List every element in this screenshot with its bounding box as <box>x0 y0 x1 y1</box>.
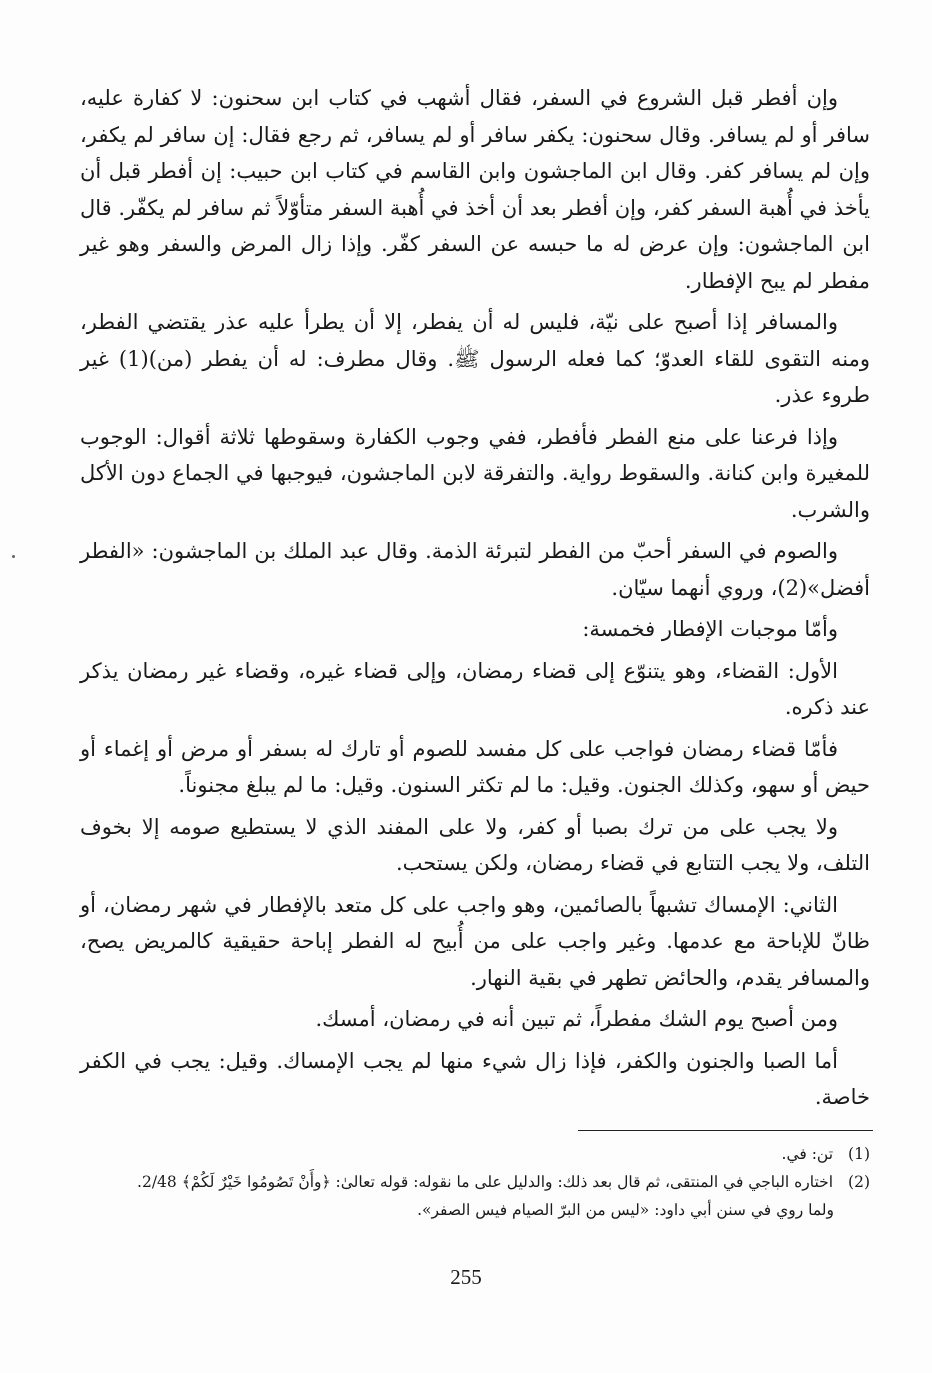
footnote-1-text: تن: في. <box>781 1145 834 1163</box>
paragraph-9: الثاني: الإمساك تشبهاً بالصائمين، وهو واجب على كل متعد بالإفطار في شهر رمضان، أو ظانّ للإباحة مع عدمها. وغير واجب على من أُبيح له الفطر إباحة حقيقية كالمريض يصح، والمسافر يقدم، والحائض تطهر في بقية النهار. <box>80 892 870 990</box>
footnote-1-number: (1) <box>848 1145 870 1163</box>
paragraph-2: والمسافر إذا أصبح على نيّة، فليس له أن يفطر، إلا أن يطرأ عليه عذر يقتضي الفطر، ومنه التقوى للقاء العدوّ؛ كما فعله الرسول ﷺ. وقال مطرف: له أن يفطر (من)(1) غير طروء عذر. <box>80 310 870 407</box>
paragraph-10: ومن أصبح يوم الشك مفطراً، ثم تبين أنه في رمضان، أمسك. <box>315 1007 838 1031</box>
footnote-2-number: (2) <box>848 1173 870 1191</box>
paragraph-7: فأمّا قضاء رمضان فواجب على كل مفسد للصوم أو تارك له بسفر أو مرض أو إغماء أو حيض أو سهو، وكذلك الجنون. وقيل: ما لم تكثر السنون. وقيل: ما لم يبلغ مجنوناً. <box>80 736 870 797</box>
margin-mark <box>12 555 15 558</box>
paragraph-6: الأول: القضاء، وهو يتنوّع إلى قضاء رمضان، وإلى قضاء غيره، وقضاء غير رمضان يذكر عند ذكره. <box>80 658 870 719</box>
footnote-2-continuation: ولما روي في سنن أبي داود: «ليس من البرّ الصيام فيس الصفر». <box>417 1201 834 1219</box>
paragraph-8: ولا يجب على من ترك بصبا أو كفر، ولا على المفند الذي لا يستطيع صومه إلا بخوف التلف، ولا يجب التتابع في قضاء رمضان، ولكن يستحب. <box>80 814 870 875</box>
footnote-separator <box>578 1130 873 1131</box>
page-number: 255 <box>450 1265 482 1289</box>
paragraph-5: وأمّا موجبات الإفطار فخمسة: <box>582 617 838 641</box>
footnote-1 <box>80 1140 870 1168</box>
paragraph-1: وإن أفطر قبل الشروع في السفر، فقال أشهب في كتاب ابن سحنون: لا كفارة عليه، سافر أو لم يسافر. وقال سحنون: يكفر سافر أو لم يسافر، ثم رجع فقال: إن سافر لم يكفر، وإن لم يسافر كفر. وقال ابن الماجشون وابن القاسم في كتاب ابن حبيب: إن أفطر قبل أن يأخذ في أُهبة السفر كفر، وإن أفطر بعد أن أخذ في أُهبة السفر متأوّلاً ثم سافر لم يكفّر. قال ابن الماجشون: وإن عرض له ما حبسه عن السفر كفّر. وإذا زال المرض والسفر وهو غير مفطر لم يبح الإفطار. <box>80 86 870 293</box>
footnotes <box>80 1140 870 1224</box>
paragraph-11: أما الصبا والجنون والكفر، فإذا زال شيء منها لم يجب الإمساك. وقيل: يجب في الكفر خاصة. <box>80 1048 870 1109</box>
footnote-2-text: اختاره الباجي في المنتقى، ثم قال بعد ذلك: والدليل على ما نقوله: قوله تعالىٰ: ﴿وأَنْ تَصُومُوا خَيْرٌ لَكُمْ﴾ 2/48. <box>137 1173 834 1191</box>
paragraph-4: والصوم في السفر أحبّ من الفطر لتبرئة الذمة. وقال عبد الملك بن الماجشون: «الفطر أفضل»(2)، وروي أنهما سيّان. <box>80 539 870 600</box>
paragraph-3: وإذا فرعنا على منع الفطر فأفطر، ففي وجوب الكفارة وسقوطها ثلاثة أقوال: الوجوب للمغيرة وابن كنانة. والسقوط رواية. والتفرقة لابن الماجشون، فيوجبها في الجماع دون الأكل والشرب. <box>80 424 870 522</box>
footnote-2 <box>80 1168 870 1196</box>
main-text <box>80 80 870 1121</box>
